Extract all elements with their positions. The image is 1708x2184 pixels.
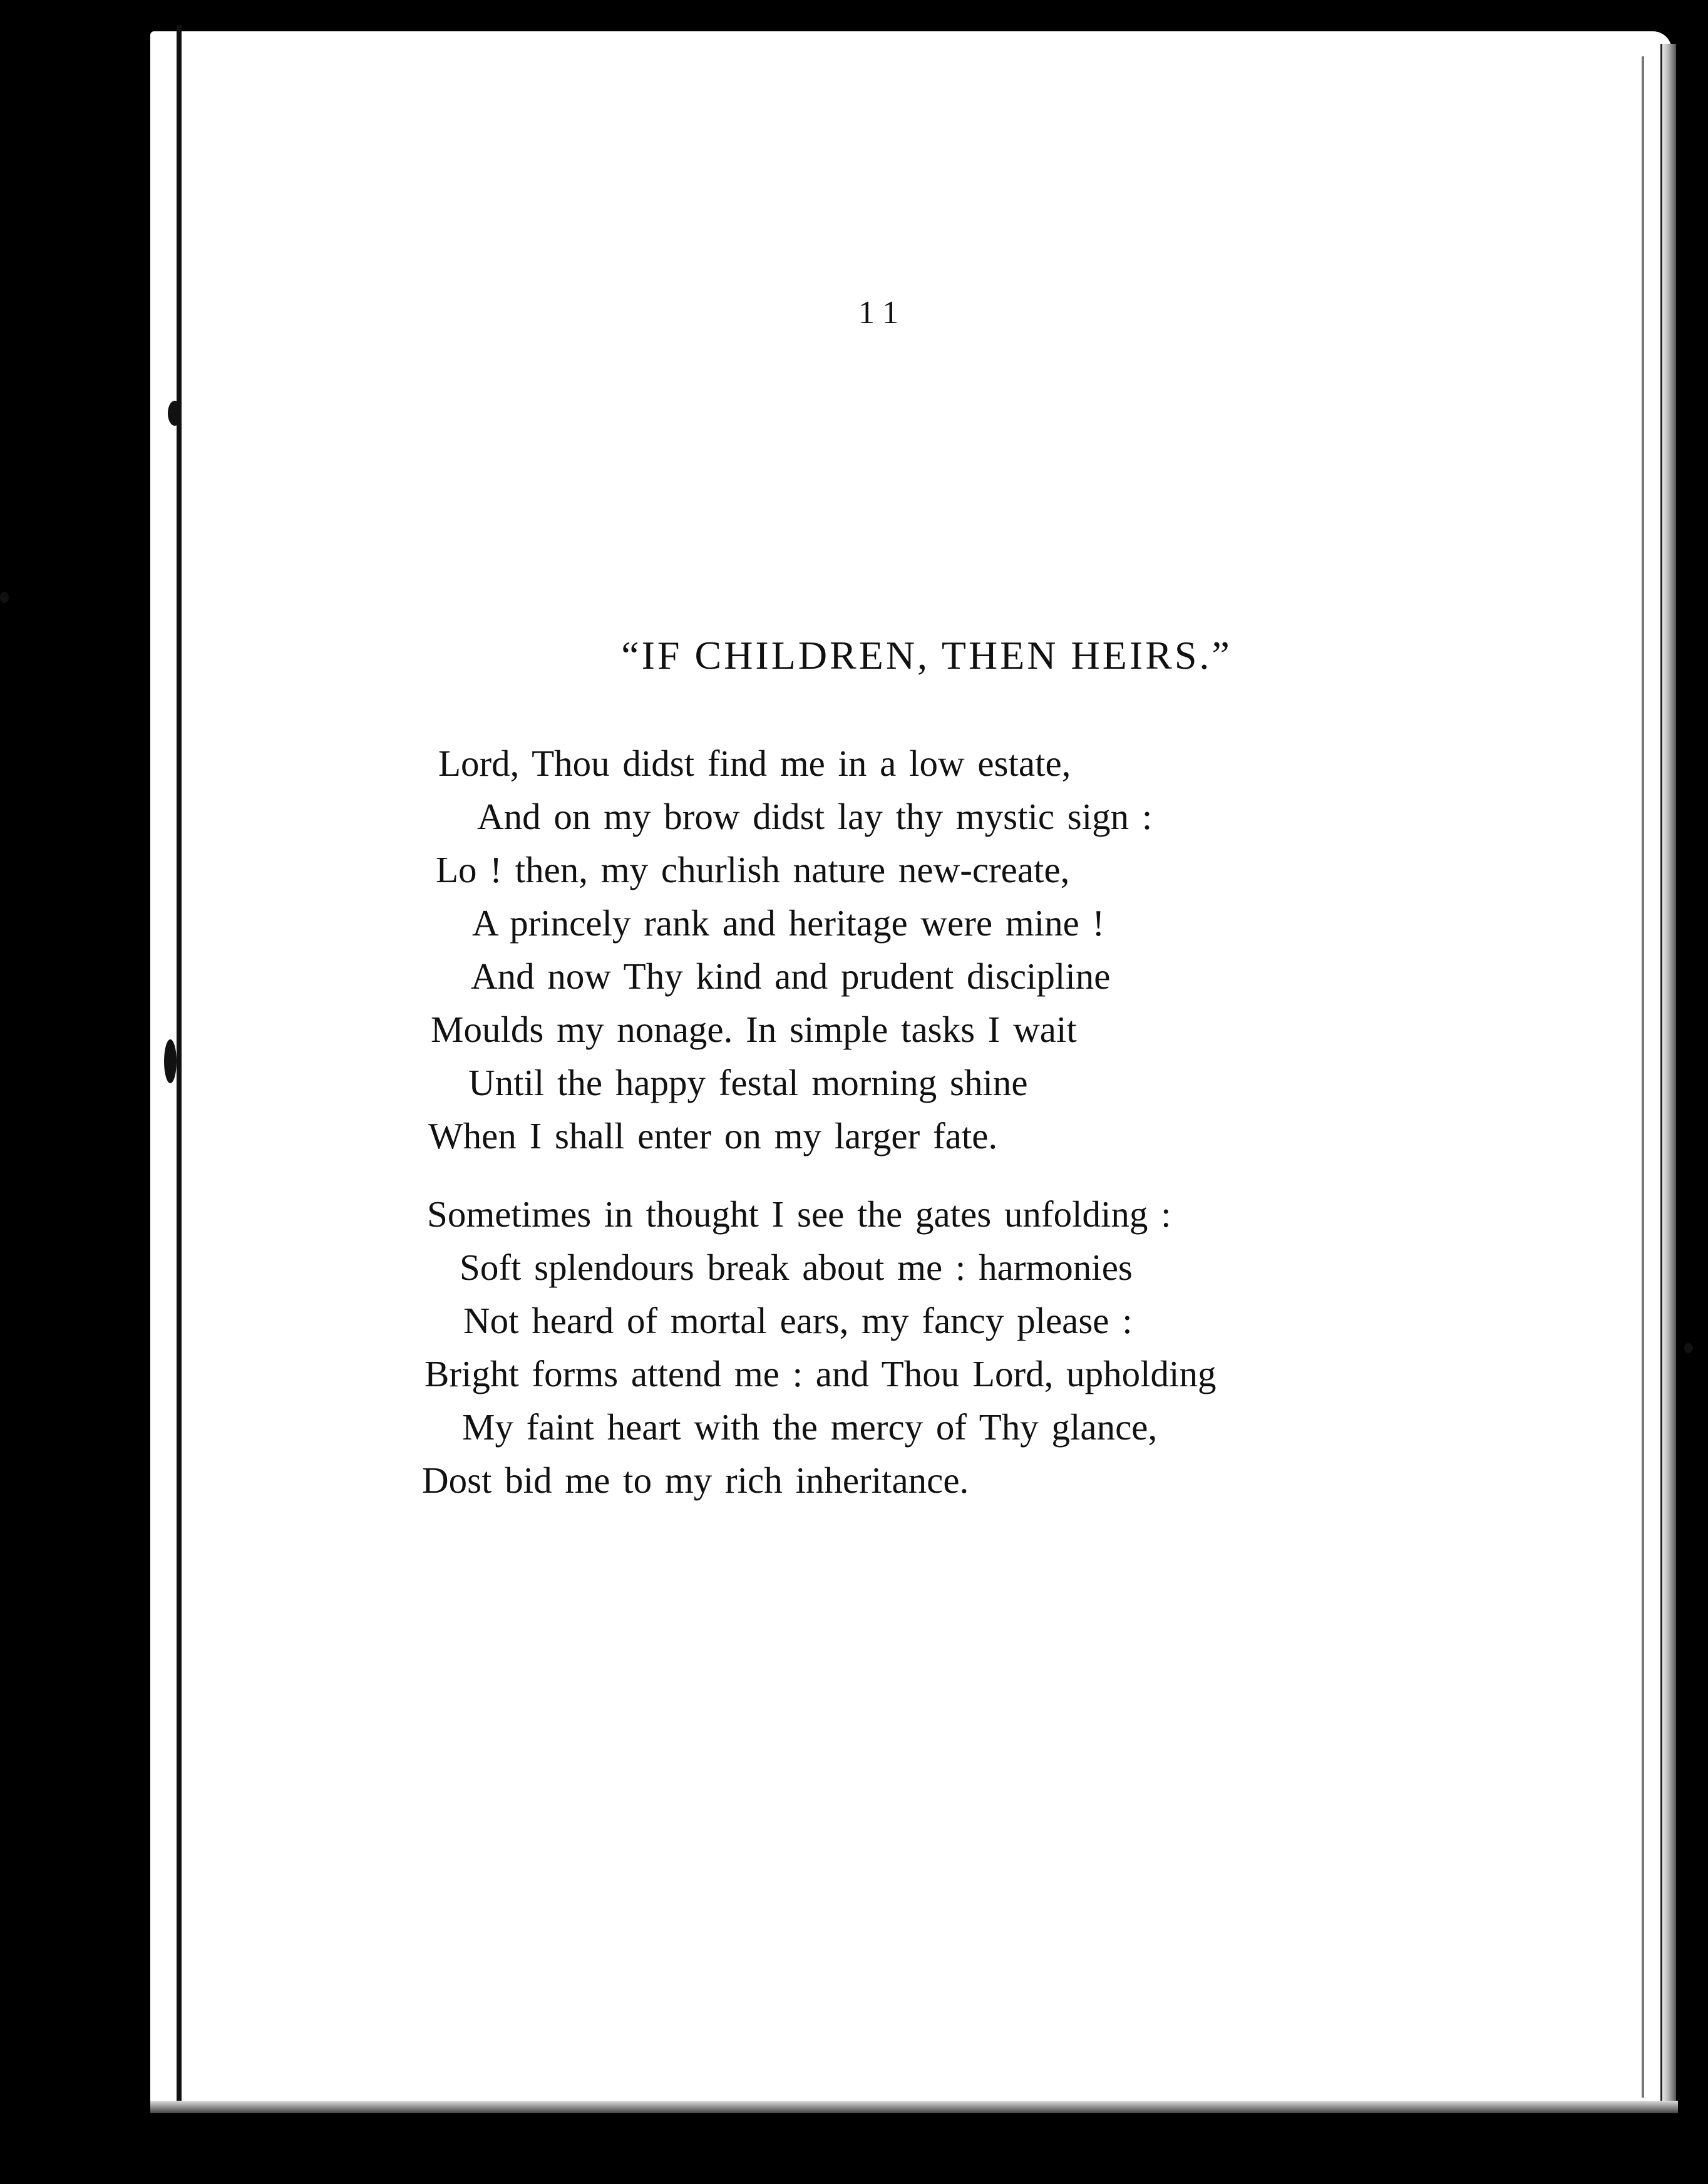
poem-line: My faint heart with the mercy of Thy glance, <box>462 1406 1158 1448</box>
poem-line: When I shall enter on my larger fate. <box>428 1115 998 1156</box>
poem-line: Sometimes in thought I see the gates unfolding : <box>427 1193 1171 1235</box>
poem-line: Until the happy festal morning shine <box>468 1062 1028 1103</box>
poem-line: Dost bid me to my rich inheritance. <box>422 1460 969 1501</box>
poem-line: Not heard of mortal ears, my fancy please : <box>463 1300 1133 1341</box>
poem-line: Moulds my nonage. In simple tasks I wait <box>431 1009 1077 1050</box>
poem-title: “IF CHILDREN, THEN HEIRS.” <box>621 633 1232 677</box>
poem-line: And on my brow didst lay thy mystic sign : <box>477 796 1153 837</box>
poem-line: Soft splendours break about me : harmonies <box>460 1247 1133 1288</box>
poem-line: Lo ! then, my churlish nature new-create, <box>436 849 1070 890</box>
poem-line: Bright forms attend me : and Thou Lord, upholding <box>424 1353 1217 1394</box>
poem-line: And now Thy kind and prudent discipline <box>471 956 1111 997</box>
page-number: 11 <box>858 295 908 331</box>
poem-line: Lord, Thou didst find me in a low estate, <box>438 743 1071 784</box>
poem-line: A princely rank and heritage were mine ! <box>472 902 1105 944</box>
